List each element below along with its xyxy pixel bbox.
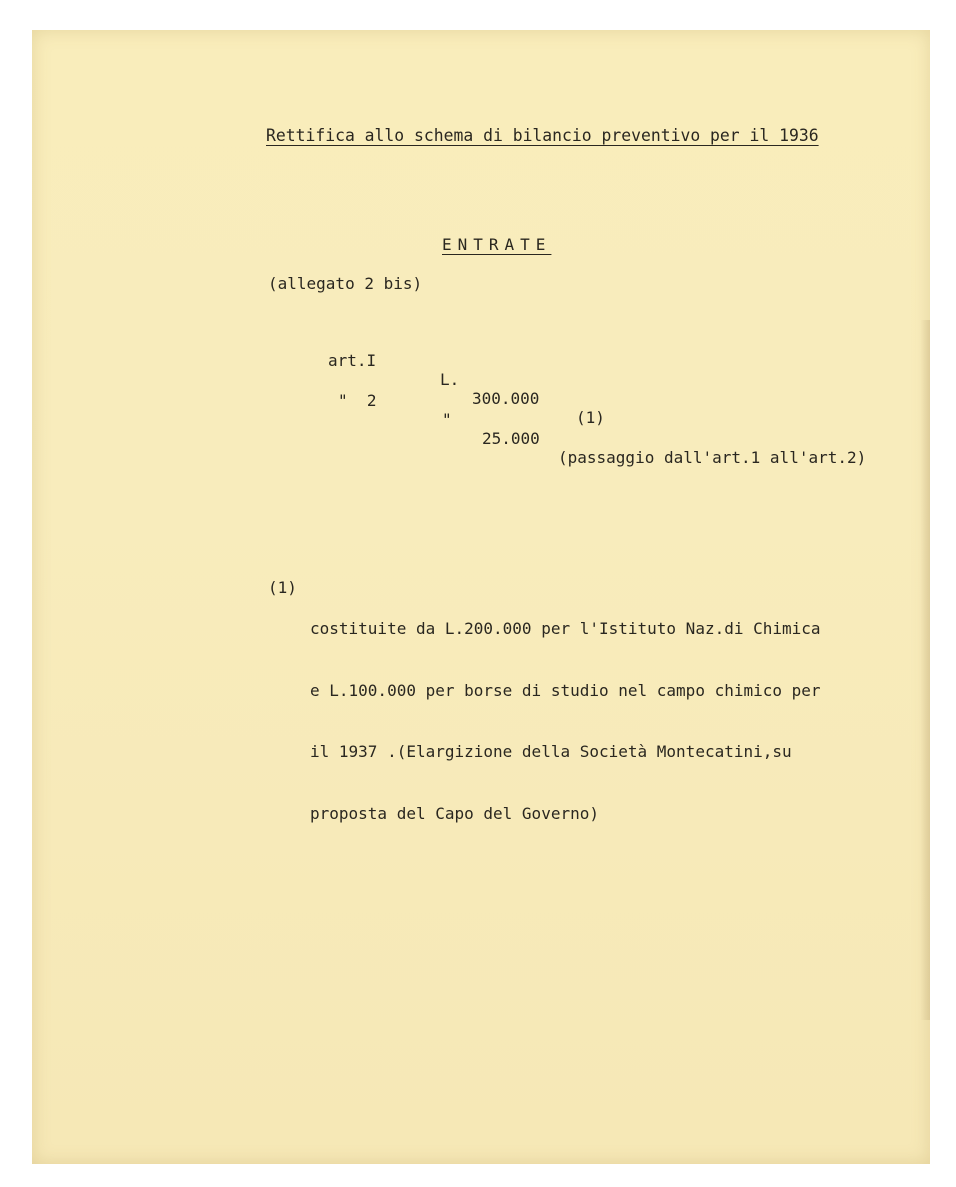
table-row — [32, 332, 930, 427]
amount-value: 25.000 — [482, 429, 540, 448]
document-title: Rettifica allo schema di bilancio preventivo per il 1936 — [266, 126, 819, 145]
footnote-text — [310, 578, 821, 865]
footnote — [268, 578, 821, 823]
footnote-line: e L.100.000 per borse di studio nel campo chimico per — [310, 680, 821, 700]
row-note: (1) — [576, 408, 605, 427]
currency-label: L. — [440, 370, 460, 389]
amount-value: 300.000 — [472, 389, 540, 408]
article-label: " 2 — [338, 391, 377, 410]
footnote-line: il 1937 .(Elargizione della Società Montecatini,su — [310, 742, 792, 761]
footnote-line: costituite da L.200.000 per l'Istituto Naz.di Chimica — [310, 619, 821, 638]
document-page — [32, 30, 930, 1164]
currency-label: " — [442, 410, 452, 429]
section-heading: ENTRATE — [442, 235, 552, 254]
article-label: art.I — [328, 351, 377, 370]
row-note: (passaggio dall'art.1 all'art.2) — [558, 448, 867, 467]
footnote-marker: (1) — [268, 578, 297, 597]
footnote-line: proposta del Capo del Governo) — [310, 803, 599, 823]
attachment-note: (allegato 2 bis) — [268, 274, 423, 293]
